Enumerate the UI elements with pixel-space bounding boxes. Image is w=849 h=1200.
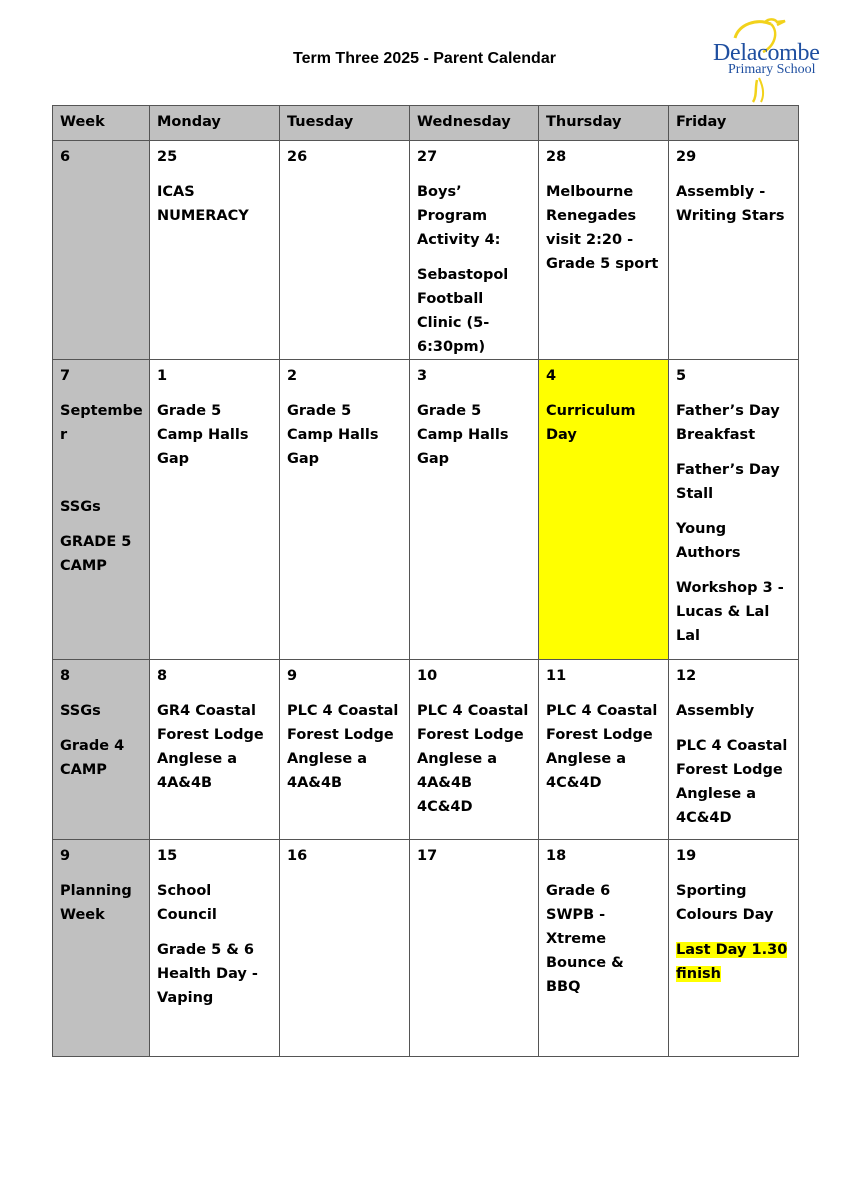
event-text: GR4 Coastal Forest Lodge Anglese a 4A&4B — [157, 703, 264, 791]
event-text: Melbourne Renegades visit 2:20 - Grade 5 sport — [546, 184, 659, 272]
week-number: 6 — [60, 149, 71, 165]
week-note: Planning Week — [60, 883, 132, 923]
event-text: Assembly - Writing Stars — [676, 184, 785, 224]
day-number: 19 — [676, 848, 697, 864]
day-number: 29 — [676, 149, 697, 165]
event-text: Grade 5 Camp Halls Gap — [157, 403, 249, 467]
day-cell — [280, 360, 410, 660]
page-title: Term Three 2025 - Parent Calendar — [293, 50, 556, 67]
day-number: 10 — [417, 668, 438, 684]
last-day-highlight: Last Day 1.30 finish — [676, 942, 788, 982]
week-row — [53, 141, 799, 360]
week-number: 8 — [60, 668, 71, 684]
week-cell — [53, 141, 150, 360]
day-number: 2 — [287, 368, 298, 384]
day-cell — [539, 660, 669, 840]
week-note: Septembe r — [60, 403, 143, 443]
week-row — [53, 840, 799, 1057]
event-text: Boys’ Program Activity 4: — [417, 184, 501, 248]
event-text: Father’s Day Breakfast — [676, 403, 780, 443]
day-cell — [150, 141, 280, 360]
week-cell — [53, 840, 150, 1057]
day-cell — [669, 360, 799, 660]
day-number: 1 — [157, 368, 168, 384]
event-text: Father’s Day Stall — [676, 462, 780, 502]
event-text: Curriculum Day — [546, 403, 636, 443]
day-number: 8 — [157, 668, 168, 684]
header-week: Week — [53, 106, 150, 141]
logo-school-name: Delacombe — [713, 40, 820, 66]
day-cell — [669, 660, 799, 840]
school-logo — [705, 16, 830, 106]
week-row — [53, 360, 799, 660]
header-tuesday: Tuesday — [280, 106, 410, 141]
event-text: PLC 4 Coastal Forest Lodge Anglese a 4A&4B — [287, 703, 399, 791]
day-cell — [539, 141, 669, 360]
day-number: 9 — [287, 668, 298, 684]
event-text: Workshop 3 - Lucas & Lal Lal — [676, 580, 784, 644]
event-text: PLC 4 Coastal Forest Lodge Anglese a 4A&4B 4C&4D — [417, 703, 529, 815]
day-cell — [280, 660, 410, 840]
week-note: SSGs — [60, 703, 101, 719]
calendar-table — [52, 105, 799, 1057]
event-text: ICAS NUMERACY — [157, 184, 249, 224]
day-number: 25 — [157, 149, 178, 165]
day-cell — [150, 660, 280, 840]
day-number: 26 — [287, 149, 308, 165]
week-cell — [53, 660, 150, 840]
day-cell — [150, 840, 280, 1057]
week-row — [53, 660, 799, 840]
event-text: Grade 5 Camp Halls Gap — [417, 403, 509, 467]
event-text: School Council — [157, 883, 217, 923]
week-number: 7 — [60, 368, 71, 384]
day-cell — [410, 840, 539, 1057]
day-number: 15 — [157, 848, 178, 864]
day-cell — [280, 840, 410, 1057]
day-number: 12 — [676, 668, 697, 684]
day-number: 28 — [546, 149, 567, 165]
event-text: Grade 5 & 6 Health Day - Vaping — [157, 942, 258, 1006]
day-cell — [280, 141, 410, 360]
day-cell — [410, 360, 539, 660]
event-text: PLC 4 Coastal Forest Lodge Anglese a 4C&4D — [676, 738, 788, 826]
header-wednesday: Wednesday — [410, 106, 539, 141]
event-text: Sporting Colours Day — [676, 883, 774, 923]
event-text: Young Authors — [676, 521, 741, 561]
day-number: 11 — [546, 668, 567, 684]
week-number: 9 — [60, 848, 71, 864]
week-note: SSGs — [60, 499, 101, 515]
header-monday: Monday — [150, 106, 280, 141]
header-thursday: Thursday — [539, 106, 669, 141]
day-cell-highlighted — [539, 360, 669, 660]
day-cell — [669, 840, 799, 1057]
event-text: Grade 5 Camp Halls Gap — [287, 403, 379, 467]
event-text: PLC 4 Coastal Forest Lodge Anglese a 4C&4D — [546, 703, 658, 791]
week-note: Grade 4 CAMP — [60, 738, 125, 778]
header-row — [53, 106, 799, 141]
day-number: 3 — [417, 368, 428, 384]
day-cell — [410, 660, 539, 840]
event-text: Grade 6 SWPB - Xtreme Bounce & BBQ — [546, 883, 624, 995]
event-text: Sebastopol Football Clinic (5-6:30pm) — [417, 267, 509, 355]
week-cell — [53, 360, 150, 660]
day-number: 5 — [676, 368, 687, 384]
day-cell — [669, 141, 799, 360]
day-number: 4 — [546, 368, 557, 384]
week-note: GRADE 5 CAMP — [60, 534, 132, 574]
day-number: 27 — [417, 149, 438, 165]
day-cell — [410, 141, 539, 360]
day-number: 16 — [287, 848, 308, 864]
event-text: Assembly — [676, 703, 755, 719]
day-cell — [150, 360, 280, 660]
day-cell — [539, 840, 669, 1057]
logo-school-subtitle: Primary School — [728, 62, 816, 77]
header-friday: Friday — [669, 106, 799, 141]
day-number: 18 — [546, 848, 567, 864]
day-number: 17 — [417, 848, 438, 864]
